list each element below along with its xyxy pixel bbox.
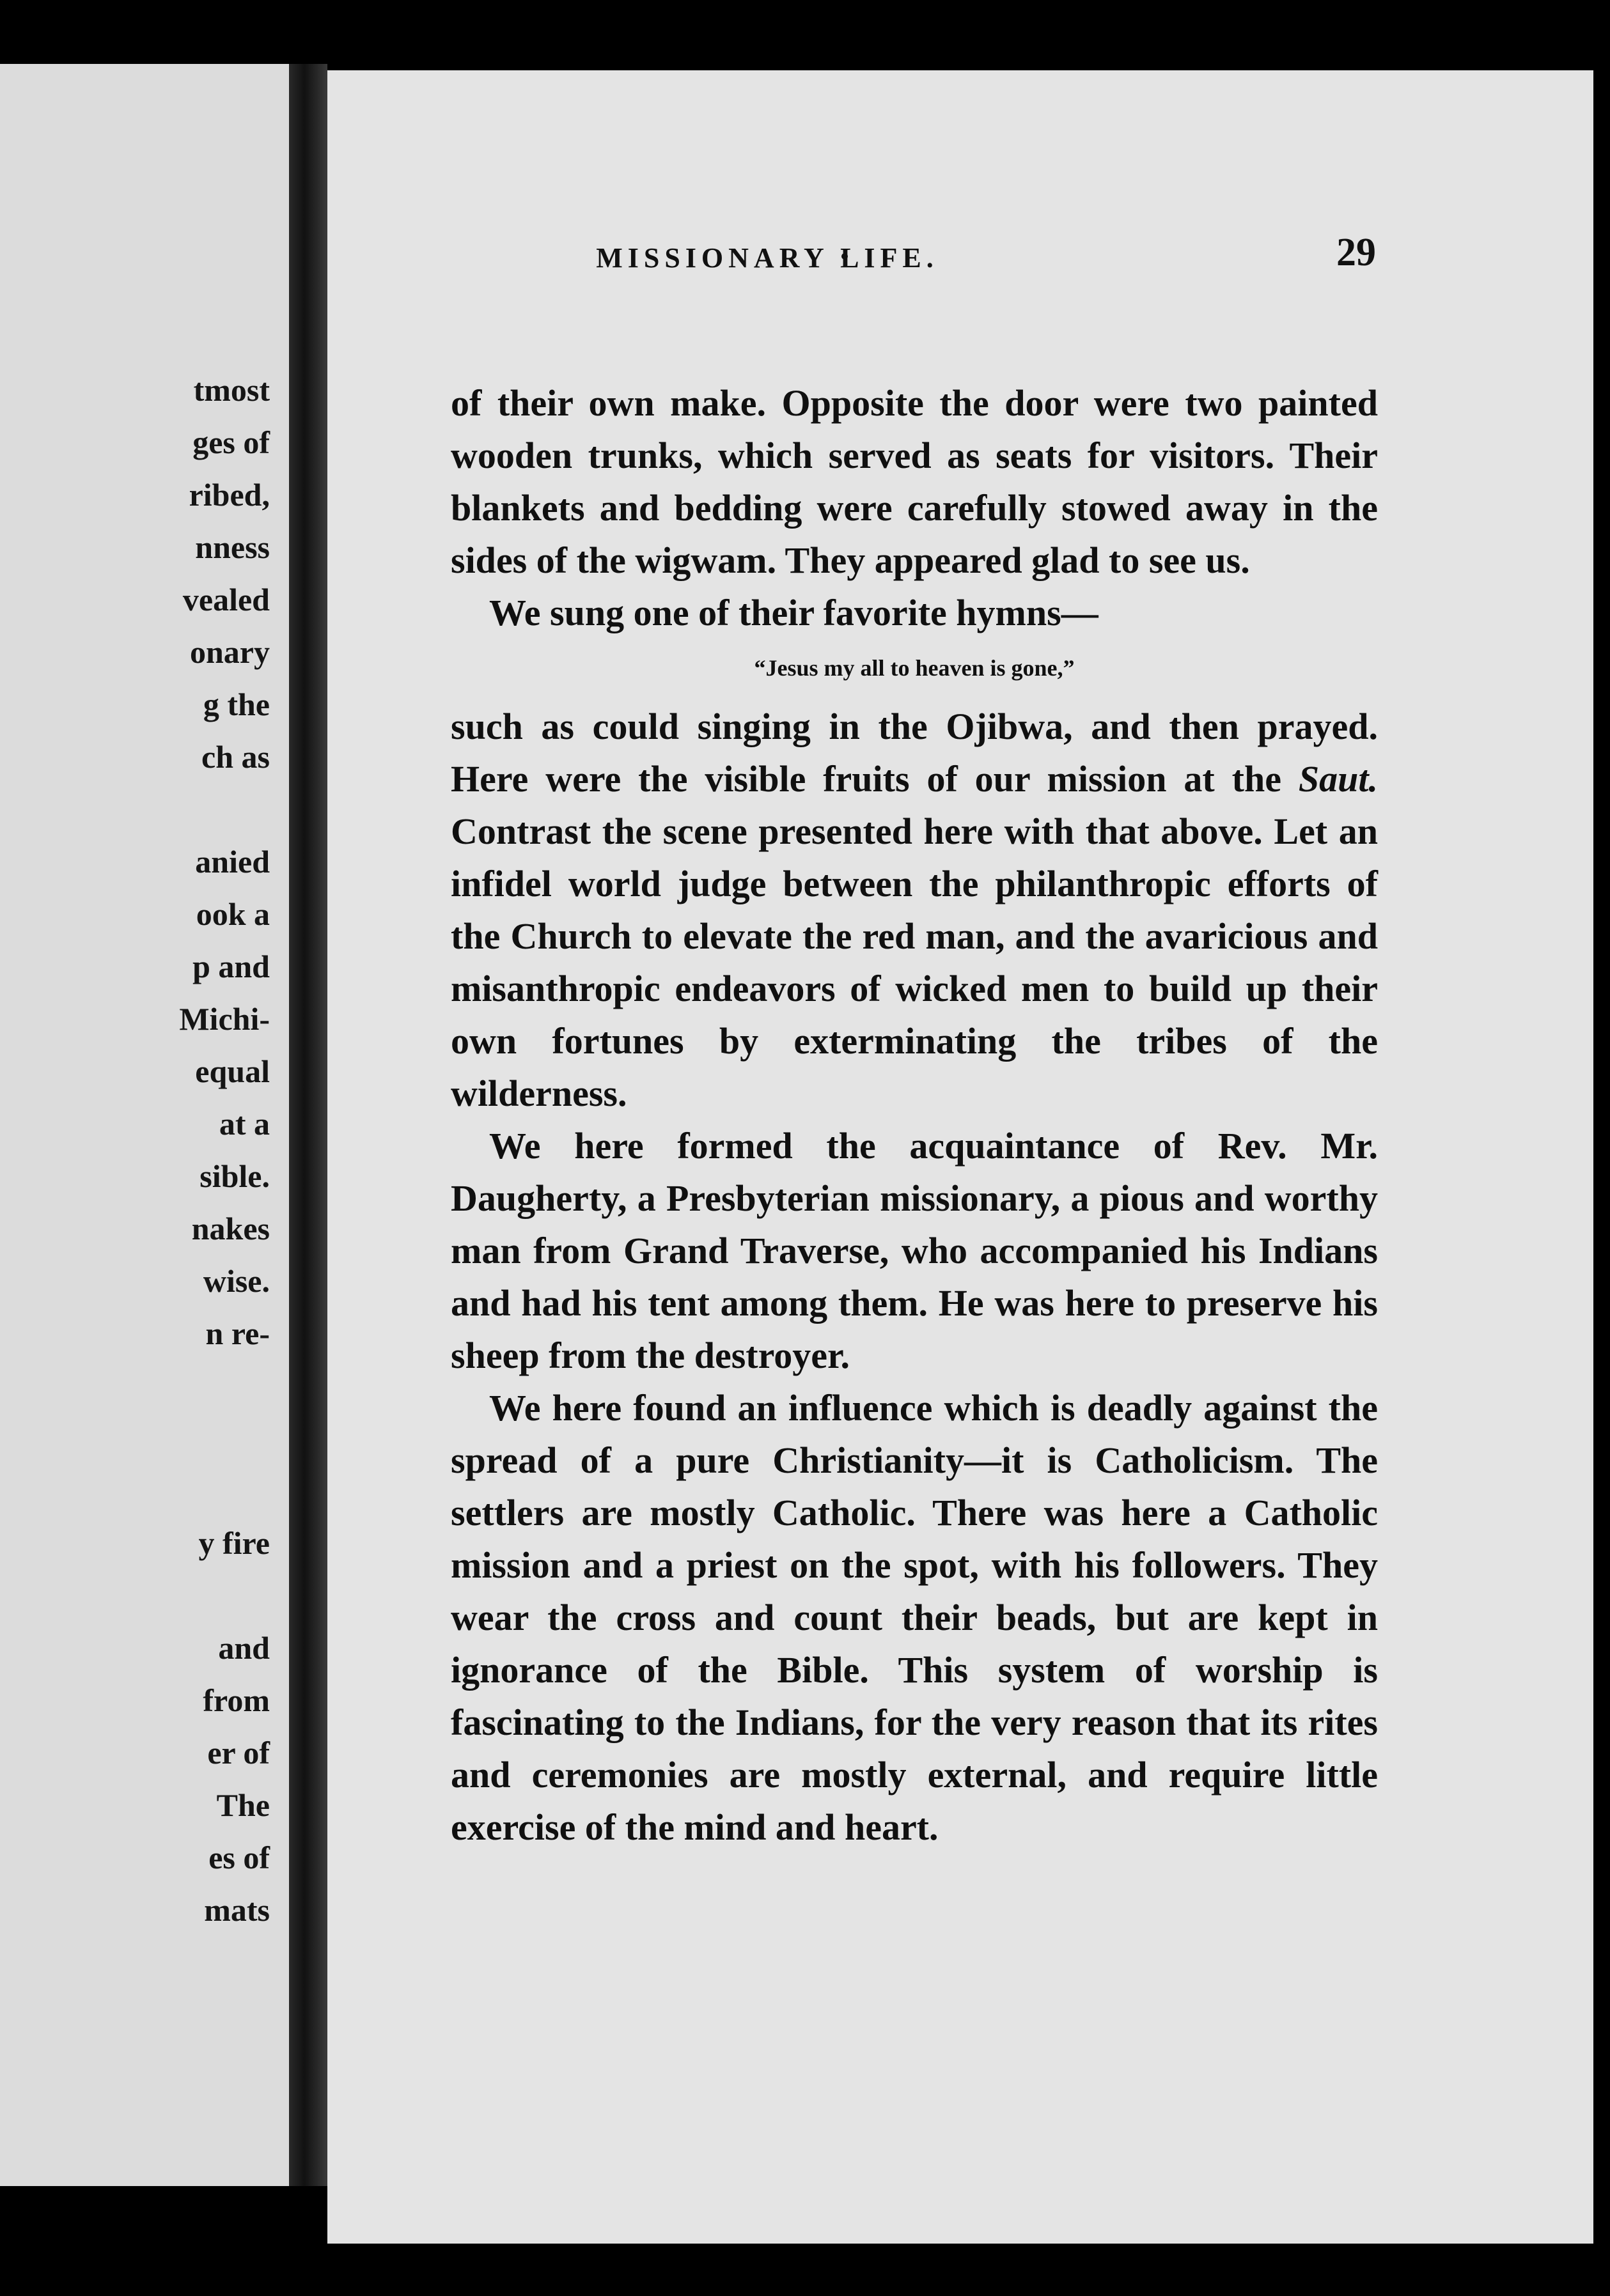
left-line-18: n re-: [205, 1315, 270, 1351]
left-line-13: equal: [195, 1053, 270, 1089]
left-line-4: nness: [195, 529, 270, 565]
left-line-3: ribed,: [189, 477, 270, 513]
left-line-22: er of: [207, 1735, 270, 1771]
left-line-2: ges of: [192, 424, 270, 460]
left-line-1: tmost: [193, 372, 270, 408]
page-number: 29: [1336, 231, 1376, 274]
running-head: MISSIONARY LIFE.: [596, 242, 939, 274]
paragraph-1: of their own make. Opposite the door were two painted wooden trunks, which served as seats for visitors. Their blankets and bedding were carefully stowed away in the sides of the wigwam. They appeared glad to see us.: [451, 382, 1378, 581]
left-line-15: sible.: [199, 1158, 270, 1194]
left-page: [0, 64, 289, 2186]
paragraph-3-start: such as could singing in the Ojibwa, and then prayed. Here were the visible fruits of our mission at the: [451, 706, 1378, 800]
body-text: [451, 377, 1378, 1854]
paragraph-5: We here found an influence which is deadly against the spread of a pure Christianity—it is Catholicism. The settlers are mostly Catholic. There was here a Catholic mission and a priest on the spot, with his followers. They wear the cross and count their beads, but are kept in ignorance of the Bible. This system of worship is fascinating to the Indians, for the very reason that its rites and ceremonies are mostly external, and require little exercise of the mind and heart.: [451, 1387, 1378, 1848]
left-line-19: y fire: [198, 1525, 270, 1561]
left-line-10: ook a: [196, 896, 270, 932]
left-line-7: g the: [203, 686, 270, 722]
left-line-21: from: [203, 1682, 270, 1718]
left-line-6: onary: [190, 634, 270, 670]
paragraph-4: We here formed the acquaintance of Rev. Mr. Daugherty, a Presbyterian missionary, a pious and worthy man from Grand Traverse, who accompanied his Indians and had his tent among them. He was here to preserve his sheep from the destroyer.: [451, 1125, 1378, 1376]
left-line-11: p and: [192, 949, 270, 984]
paragraph-3: [451, 701, 1378, 1120]
book-gutter: [289, 64, 327, 2186]
left-line-8: ch as: [201, 739, 270, 775]
left-line-23: The: [216, 1787, 270, 1823]
left-line-25: mats: [204, 1892, 270, 1928]
hymn-quote: “Jesus my all to heaven is gone,”: [754, 655, 1075, 681]
paragraph-2: We sung one of their favorite hymns—: [489, 592, 1098, 633]
left-line-9: anied: [195, 844, 270, 880]
left-line-14: at a: [219, 1106, 270, 1142]
paragraph-3-end: Contrast the scene presented here with that above. Let an infidel world judge between the philanthropic efforts of the Church to elevate the red man, and the avaricious and misanthropic endeavors of wicked men to build up their own fortunes by exterminating the tribes of the wilderness.: [451, 811, 1378, 1114]
left-line-5: vealed: [182, 582, 270, 617]
paragraph-3-italic: Saut.: [1298, 758, 1378, 800]
left-line-17: wise.: [203, 1263, 270, 1299]
left-line-20: and: [218, 1630, 270, 1666]
left-line-16: nakes: [191, 1211, 270, 1246]
left-line-24: es of: [208, 1840, 270, 1875]
left-line-12: Michi-: [179, 1001, 270, 1037]
